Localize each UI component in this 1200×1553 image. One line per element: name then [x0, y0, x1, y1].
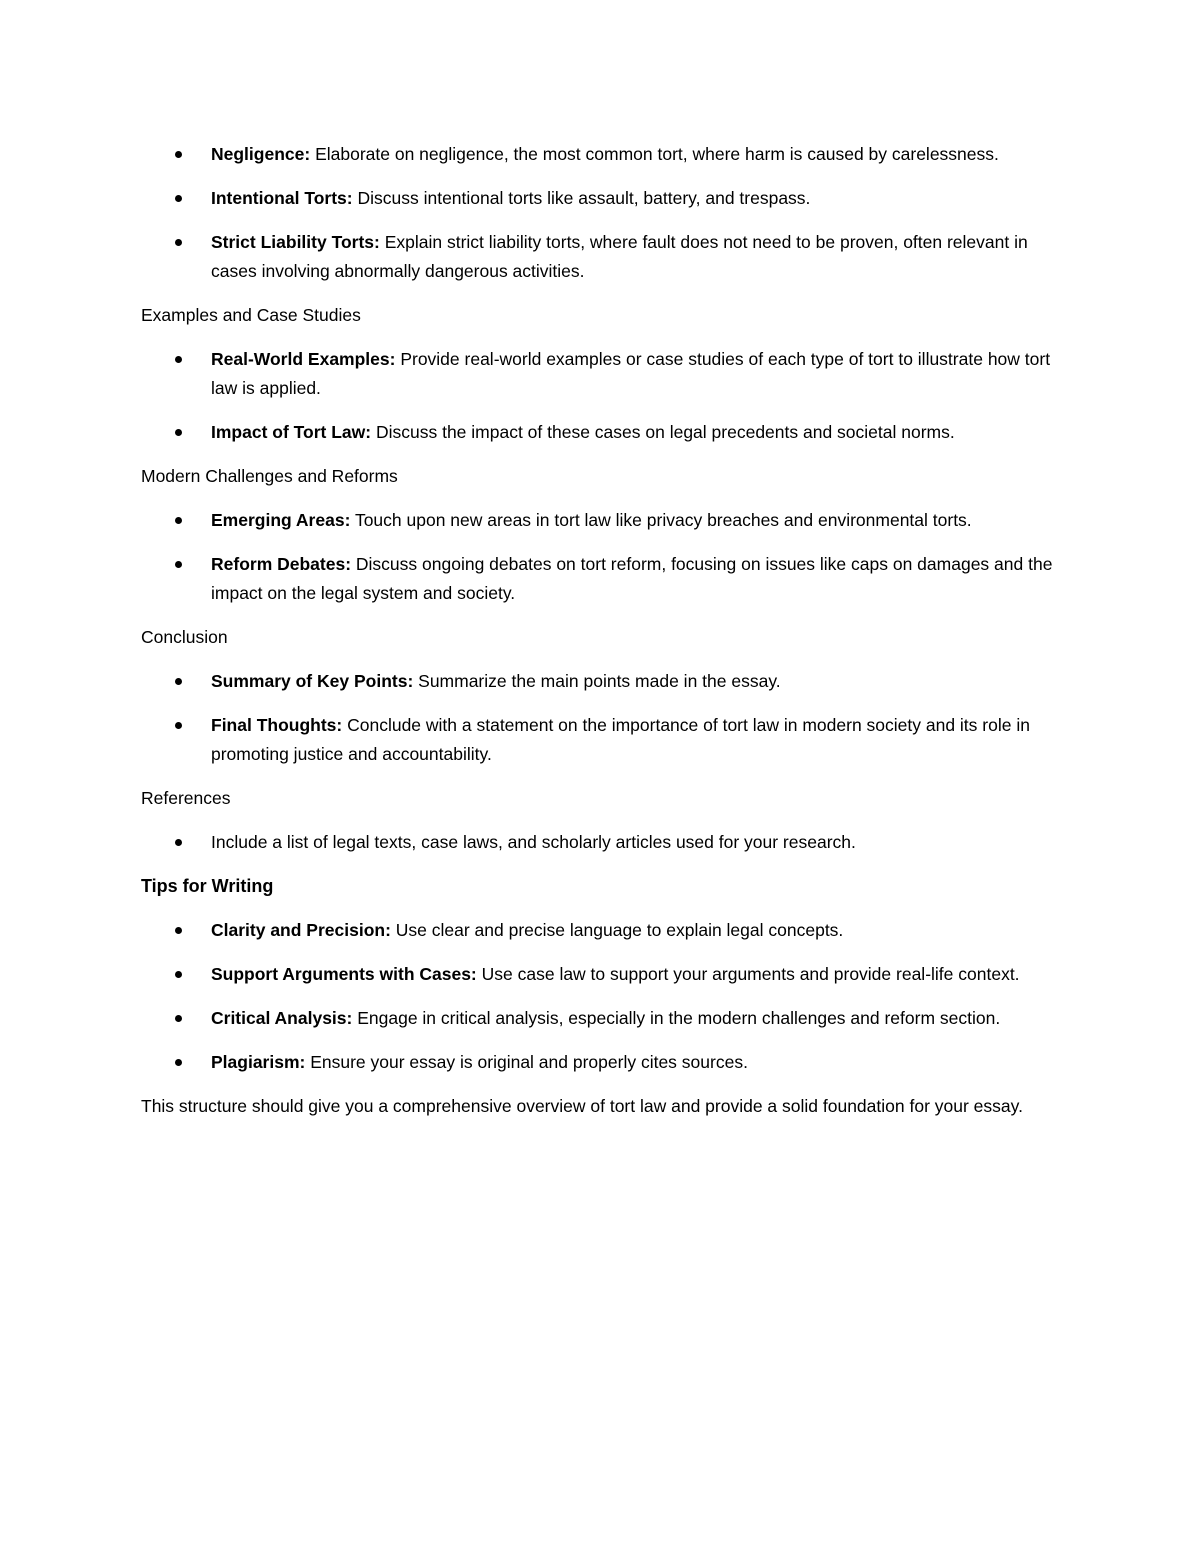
section-heading-modern-challenges: Modern Challenges and Reforms: [141, 466, 398, 486]
list-item-text: Provide real-world examples or case studies of each type of tort to illustrate how tort law is applied.: [211, 349, 1051, 398]
list-item-term: Clarity and Precision:: [211, 920, 391, 940]
tips-list: [141, 916, 1061, 1077]
list-item-text: Discuss ongoing debates on tort reform, focusing on issues like caps on damages and the impact on the legal system and society.: [211, 554, 1053, 603]
bullet-icon: [175, 195, 182, 202]
closing-paragraph: This structure should give you a comprehensive overview of tort law and provide a solid foundation for your essay.: [141, 1096, 1023, 1116]
list-item-text: Include a list of legal texts, case laws, and scholarly articles used for your research.: [211, 832, 856, 852]
list-item-text: Explain strict liability torts, where fault does not need to be proven, often relevant in cases involving abnormally dangerous activities.: [211, 232, 1028, 281]
list-item-text: Ensure your essay is original and properly cites sources.: [305, 1052, 748, 1072]
modern-challenges-list: [141, 506, 1061, 608]
bullet-icon: [175, 151, 182, 158]
section-heading-references: References: [141, 788, 231, 808]
list-item: [141, 140, 1061, 169]
list-item: [141, 828, 1061, 857]
list-item: [141, 345, 1061, 403]
list-item-text: Touch upon new areas in tort law like privacy breaches and environmental torts.: [350, 510, 972, 530]
bullet-icon: [175, 429, 182, 436]
bullet-icon: [175, 839, 182, 846]
list-item: [141, 228, 1061, 286]
references-list: [141, 828, 1061, 857]
bullet-icon: [175, 927, 182, 934]
bullet-icon: [175, 517, 182, 524]
list-item-term: Reform Debates:: [211, 554, 352, 574]
bullet-icon: [175, 239, 182, 246]
list-item-term: Final Thoughts:: [211, 715, 343, 735]
bullet-icon: [175, 1059, 182, 1066]
list-item-text: Elaborate on negligence, the most common tort, where harm is caused by carelessness.: [310, 144, 999, 164]
conclusion-list: [141, 667, 1061, 769]
section-heading-examples: Examples and Case Studies: [141, 305, 361, 325]
list-item-text: Conclude with a statement on the importance of tort law in modern society and its role in promoting justice and accountability.: [211, 715, 1030, 764]
list-item-text: Use case law to support your arguments and provide real-life context.: [476, 964, 1020, 984]
examples-list: [141, 345, 1061, 447]
list-item-text: Engage in critical analysis, especially in the modern challenges and reform section.: [352, 1008, 1001, 1028]
bullet-icon: [175, 971, 182, 978]
list-item-term: Intentional Torts:: [211, 188, 353, 208]
list-item-text: Discuss the impact of these cases on legal precedents and societal norms.: [371, 422, 955, 442]
list-item-text: Discuss intentional torts like assault, battery, and trespass.: [352, 188, 811, 208]
bullet-icon: [175, 561, 182, 568]
list-item-term: Strict Liability Torts:: [211, 232, 380, 252]
list-item-term: Real-World Examples:: [211, 349, 396, 369]
list-item: [141, 550, 1061, 608]
list-item-text: Use clear and precise language to explain legal concepts.: [390, 920, 844, 940]
list-item: [141, 711, 1061, 769]
list-item: [141, 1004, 1061, 1033]
section-heading-conclusion: Conclusion: [141, 627, 228, 647]
list-item-text: Summarize the main points made in the essay.: [413, 671, 781, 691]
bullet-icon: [175, 1015, 182, 1022]
list-item-term: Negligence:: [211, 144, 311, 164]
list-item-term: Support Arguments with Cases:: [211, 964, 477, 984]
list-item: [141, 1048, 1061, 1077]
list-item: [141, 916, 1061, 945]
tips-heading: Tips for Writing: [141, 876, 274, 896]
document-body: [141, 140, 1061, 1121]
bullet-icon: [175, 722, 182, 729]
list-item-term: Impact of Tort Law:: [211, 422, 372, 442]
list-item: [141, 506, 1061, 535]
list-item-term: Summary of Key Points:: [211, 671, 414, 691]
list-item-term: Critical Analysis:: [211, 1008, 353, 1028]
bullet-icon: [175, 678, 182, 685]
bullet-icon: [175, 356, 182, 363]
tort-types-list: [141, 140, 1061, 286]
list-item: [141, 667, 1061, 696]
list-item-term: Plagiarism:: [211, 1052, 306, 1072]
list-item: [141, 418, 1061, 447]
list-item: [141, 184, 1061, 213]
list-item: [141, 960, 1061, 989]
list-item-term: Emerging Areas:: [211, 510, 351, 530]
